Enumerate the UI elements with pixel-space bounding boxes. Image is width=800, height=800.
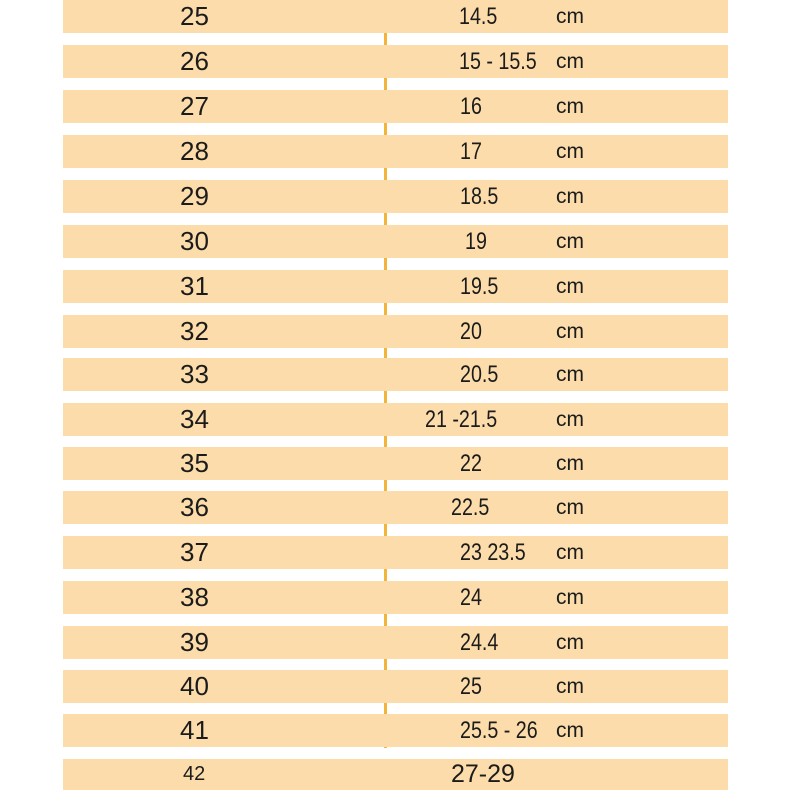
size-cell: 38 <box>180 582 209 612</box>
foot-length-cell: 21 -21.5 <box>425 406 498 433</box>
foot-length-cell: 24 <box>460 584 482 611</box>
foot-length-cell: 25 <box>460 673 482 700</box>
foot-length-cell: 17 <box>460 138 482 165</box>
table-row <box>63 135 728 168</box>
unit-cell: cm <box>556 631 584 654</box>
size-cell: 33 <box>180 359 209 389</box>
unit-cell: cm <box>556 586 584 609</box>
size-cell: 25 <box>180 1 209 31</box>
table-row <box>63 270 728 303</box>
foot-length-cell: 18.5 <box>460 183 499 210</box>
unit-cell: cm <box>556 5 584 28</box>
unit-cell: cm <box>556 185 584 208</box>
table-row <box>63 759 728 790</box>
foot-length-cell: 22 <box>460 450 482 477</box>
unit-cell: cm <box>556 496 584 519</box>
unit-cell: cm <box>556 95 584 118</box>
unit-cell: cm <box>556 50 584 73</box>
size-cell: 31 <box>180 271 209 301</box>
foot-length-cell: 22.5 <box>451 494 490 521</box>
table-row <box>63 180 728 213</box>
unit-cell: cm <box>556 408 584 431</box>
size-cell: 26 <box>180 46 209 76</box>
foot-length-cell: 16 <box>460 93 482 120</box>
size-cell: 36 <box>180 492 209 522</box>
table-row <box>63 315 728 348</box>
table-row <box>63 403 728 436</box>
size-cell: 27 <box>180 91 209 121</box>
unit-cell: cm <box>556 230 584 253</box>
unit-cell: cm <box>556 140 584 163</box>
foot-length-cell: 23 23.5 <box>460 539 526 566</box>
unit-cell: cm <box>556 541 584 564</box>
foot-length-cell: 14.5 <box>459 3 498 30</box>
unit-cell: cm <box>556 719 584 742</box>
table-row <box>63 626 728 659</box>
table-row <box>63 358 728 391</box>
foot-length-cell: 15 - 15.5 <box>459 48 537 75</box>
size-cell: 35 <box>180 448 209 478</box>
foot-length-cell: 19 <box>465 228 487 255</box>
foot-length-cell: 19.5 <box>460 273 499 300</box>
size-cell: 28 <box>180 136 209 166</box>
unit-cell: cm <box>556 320 584 343</box>
size-cell: 40 <box>180 671 209 701</box>
table-row <box>63 0 728 33</box>
size-cell: 30 <box>180 226 209 256</box>
size-cell: 34 <box>180 404 209 434</box>
table-row <box>63 670 728 703</box>
table-row <box>63 714 728 747</box>
foot-length-cell: 20 <box>460 318 482 345</box>
size-cell: 42 <box>183 763 206 785</box>
table-row <box>63 491 728 524</box>
table-row <box>63 90 728 123</box>
foot-length-cell: 24.4 <box>460 629 499 656</box>
table-row <box>63 536 728 569</box>
unit-cell: cm <box>556 363 584 386</box>
foot-length-cell: 27-29 <box>451 760 515 788</box>
table-row <box>63 225 728 258</box>
size-cell: 41 <box>180 715 209 745</box>
unit-cell: cm <box>556 275 584 298</box>
table-row <box>63 581 728 614</box>
size-cell: 39 <box>180 627 209 657</box>
unit-cell: cm <box>556 675 584 698</box>
table-row <box>63 45 728 78</box>
foot-length-cell: 20.5 <box>460 361 499 388</box>
size-cell: 29 <box>180 181 209 211</box>
table-row <box>63 447 728 480</box>
size-cell: 32 <box>180 316 209 346</box>
foot-length-cell: 25.5 - 26 <box>460 717 538 744</box>
size-cell: 37 <box>180 537 209 567</box>
unit-cell: cm <box>556 452 584 475</box>
